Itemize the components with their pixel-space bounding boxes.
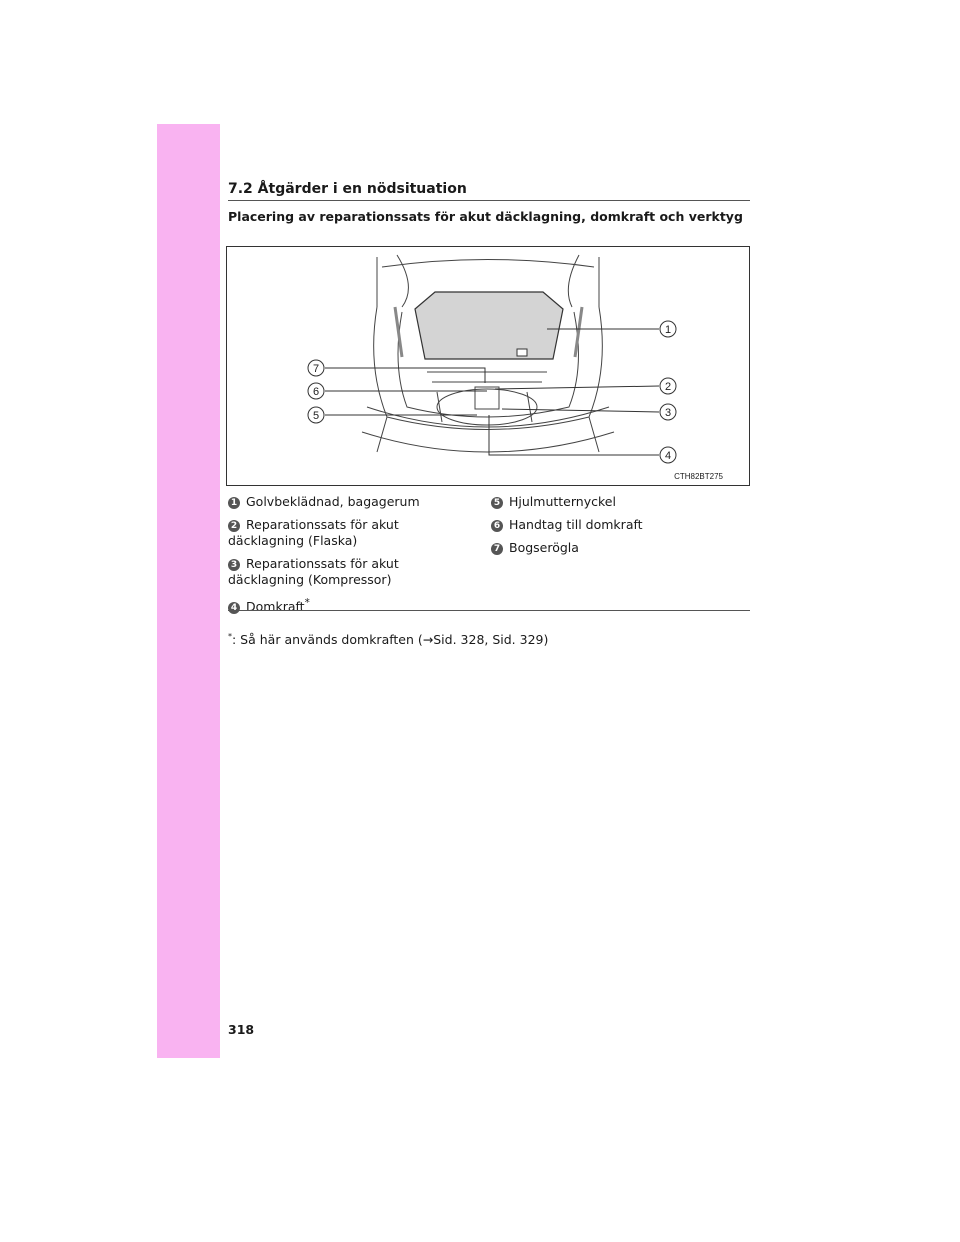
legend-number: 5 (491, 497, 503, 509)
legend-number: 3 (228, 559, 240, 571)
asterisk-mark: * (304, 597, 310, 609)
callout-1: 1 (664, 324, 672, 336)
legend-number: 1 (228, 497, 240, 509)
legend-right (491, 494, 750, 563)
legend-text: Reparationssats för akut däcklagning (Flaska) (228, 517, 399, 548)
legend-item (491, 494, 750, 510)
legend-item (228, 595, 468, 615)
callout-2: 2 (664, 381, 672, 393)
legend-item (228, 494, 468, 510)
callout-3: 3 (664, 407, 672, 419)
footnote-text: : Så här används domkraften (→Sid. 328, Sid. 329) (232, 632, 549, 648)
subheading: Placering av reparationssats för akut däcklagning, domkraft och verktyg (228, 209, 743, 224)
section-header (228, 178, 750, 201)
legend-number: 2 (228, 520, 240, 532)
legend-number: 7 (491, 543, 503, 555)
legend-number: 4 (228, 602, 240, 614)
callout-4: 4 (664, 450, 672, 462)
footnote (228, 632, 548, 647)
legend-text: Bogserögla (509, 540, 579, 555)
callout-6: 6 (312, 386, 320, 398)
legend-left (228, 494, 468, 622)
legend-text: Reparationssats för akut däcklagning (Kompressor) (228, 556, 399, 587)
legend-item (491, 540, 750, 556)
page-number: 318 (228, 1022, 255, 1037)
legend-text: Domkraft (246, 599, 305, 615)
figure-code: CTH82BT275 (674, 472, 723, 481)
callout-5: 5 (312, 410, 320, 422)
trunk-illustration (226, 246, 750, 486)
callout-7: 7 (312, 363, 320, 375)
legend-item (228, 517, 468, 549)
legend-text: Handtag till domkraft (509, 517, 643, 532)
legend-number: 6 (491, 520, 503, 532)
divider (228, 610, 750, 611)
legend-text: Golvbeklädnad, bagagerum (246, 494, 420, 509)
legend-text: Hjulmutternyckel (509, 494, 616, 509)
section-title: 7.2 Åtgärder i en nödsituation (228, 181, 467, 197)
legend-item (491, 517, 750, 533)
side-tab (157, 124, 220, 1058)
trunk-drawing (227, 247, 749, 485)
footnote-mark: * (228, 632, 232, 641)
legend-item (228, 556, 468, 588)
